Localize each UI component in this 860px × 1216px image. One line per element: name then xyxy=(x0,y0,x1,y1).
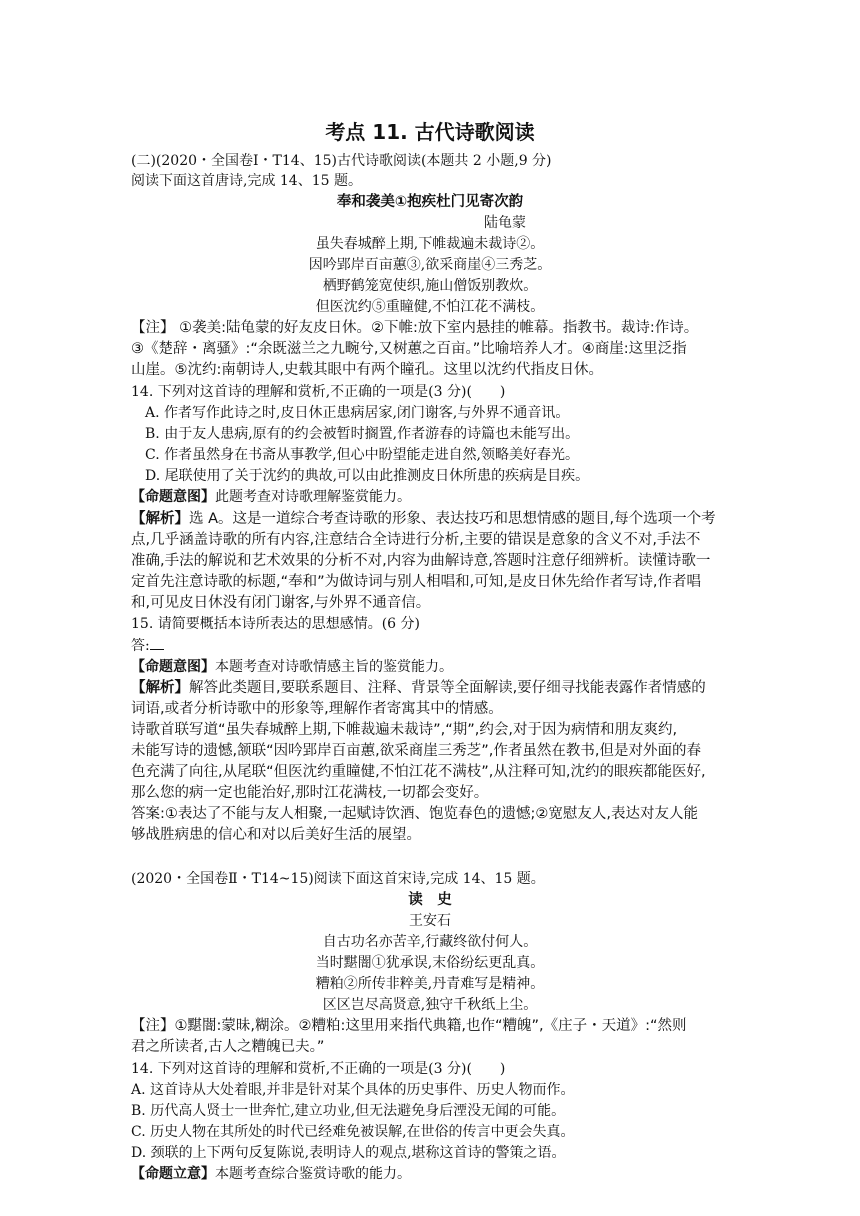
poem1-title: 奉和袭美①抱疾杜门见寄次韵 xyxy=(336,194,524,210)
answer-text: 答案:①表达了不能与友人相聚,一起赋诗饮酒、饱览春色的遗憾;②宽慰友人,表达对友人能 xyxy=(131,806,698,822)
analysis-line xyxy=(131,678,736,698)
section1-header: (二)(2020・全国卷Ⅰ・T14、15)古代诗歌阅读(本题共 2 小题,9 分) xyxy=(131,153,552,169)
poem1-note: 【注】 ①袭美:陆龟蒙的好友皮日休。②下帷:放下室内悬挂的帷幕。指教书。裁诗:作诗。 xyxy=(131,320,699,336)
poem1-note: ③《楚辞・离骚》:“余既滋兰之九畹兮,又树蕙之百亩。”比喻培养人才。④商崖:这里泛指 xyxy=(131,341,687,357)
poem1-author: 陆龟蒙 xyxy=(484,215,526,231)
analysis-text: 定首先注意诗歌的标题,“奉和”为做诗词与别人相唱和,可知,是皮日休先给作者写诗,作者唱 xyxy=(131,574,701,590)
analysis-text: 解答此类题目,要联系题目、注释、背景等全面解读,要仔细寻找能表露作者情感的 xyxy=(189,680,706,696)
poem2-line: 糟粕②所传非粹美,丹青难写是精神。 xyxy=(315,976,545,992)
intent-line xyxy=(131,487,731,507)
option-c: C. 历史人物在其所处的时代已经难免被误解,在世俗的传言中更会失真。 xyxy=(131,1124,575,1140)
question-14-stem: 14. 下列对这首诗的理解和赏析,不正确的一项是(3 分)( ) xyxy=(131,1061,506,1077)
analysis-tag: 【解析】 xyxy=(131,511,189,527)
intent-tag: 【命题意图】 xyxy=(131,659,215,675)
answer-blank[interactable] xyxy=(150,635,164,650)
analysis-tag: 【解析】 xyxy=(131,680,189,696)
analysis-text: 词语,或者分析诗歌中的形象等,理解作者寄寓其中的情感。 xyxy=(131,701,503,717)
analysis-text: 未能写诗的遗憾,颔联“因吟郢岸百亩蕙,欲采商崖三秀芝”,作者虽然在教书,但是对外面的春 xyxy=(131,743,701,759)
analysis-text: 和,可见皮日休没有闭门谢客,与外界不通音信。 xyxy=(131,595,431,611)
option-b: B. 历代高人贤士一世奔忙,建立功业,但无法避免身后湮没无闻的可能。 xyxy=(131,1103,566,1119)
analysis-text: 准确,手法的解说和艺术效果的分析不对,内容为曲解诗意,答题时注意仔细辨析。读懂诗歌一 xyxy=(131,553,711,569)
poem1-note: 山崖。⑤沈约:南朝诗人,史载其眼中有两个瞳孔。这里以沈约代指皮日休。 xyxy=(131,362,603,378)
intent-line xyxy=(131,1164,731,1184)
analysis-text: 诗歌首联写道“虽失春城醉上期,下帷裁遍未裁诗”,“期”,约会,对于因为病情和朋友爽约, xyxy=(131,722,678,738)
option-d: D. 尾联使用了关于沈约的典故,可以由此推测皮日休所患的疾病是目疾。 xyxy=(145,468,590,484)
option-a: A. 这首诗从大处着眼,并非是针对某个具体的历史事件、历史人物而作。 xyxy=(131,1082,575,1098)
intent-tag: 【命题意图】 xyxy=(131,489,215,505)
analysis-text: 那么您的病一定也能治好,那时江花满枝,一切都会变好。 xyxy=(131,785,489,801)
intent-text: 此题考查对诗歌理解鉴赏能力。 xyxy=(215,489,411,505)
poem2-title: 读 史 xyxy=(408,892,452,908)
poem1-line: 但医沈约⑤重瞳健,不怕江花不满枝。 xyxy=(315,299,545,315)
analysis-text: 点,几乎涵盖诗歌的所有内容,注意结合全诗进行分析,主要的错误是意象的含义不对,手法不 xyxy=(131,532,701,548)
analysis-text: 色充满了向往,从尾联“但医沈约重瞳健,不怕江花不满枝”,从注释可知,沈约的眼疾都能医好, xyxy=(131,764,706,780)
answer-blank-line xyxy=(131,635,731,656)
poem1-line: 因吟郢岸百亩蕙③,欲采商崖④三秀芝。 xyxy=(308,257,552,273)
section1-instruction: 阅读下面这首唐诗,完成 14、15 题。 xyxy=(131,173,362,189)
answer-text: 够战胜病患的信心和对以后美好生活的展望。 xyxy=(131,827,421,843)
poem2-line: 自古功名亦苦辛,行藏终欲付何人。 xyxy=(322,934,538,950)
poem2-author: 王安石 xyxy=(409,913,451,929)
answer-prefix: 答: xyxy=(131,638,150,654)
page-title: 考点 11. 古代诗歌阅读 xyxy=(325,120,535,144)
intent-text: 本题考查综合鉴赏诗歌的能力。 xyxy=(215,1166,411,1182)
analysis-text: 选 A。这是一道综合考查诗歌的形象、表达技巧和思想情感的题目,每个选项一个考 xyxy=(189,511,716,527)
intent-text: 本题考查对诗歌情感主旨的鉴赏能力。 xyxy=(215,659,453,675)
poem1-line: 虽失春城醉上期,下帷裁遍未裁诗②。 xyxy=(315,236,545,252)
question-14-stem: 14. 下列对这首诗的理解和赏析,不正确的一项是(3 分)( ) xyxy=(131,384,506,400)
poem2-line: 区区岂尽高贤意,独守千秋纸上尘。 xyxy=(322,997,538,1013)
section2-header: (2020・全国卷Ⅱ・T14~15)阅读下面这首宋诗,完成 14、15 题。 xyxy=(131,871,545,887)
question-15-stem: 15. 请简要概括本诗所表达的思想感情。(6 分) xyxy=(131,616,420,632)
option-d: D. 颈联的上下两句反复陈说,表明诗人的观点,堪称这首诗的警策之语。 xyxy=(131,1145,566,1161)
option-a: A. 作者写作此诗之时,皮日休正患病居家,闭门谢客,与外界不通音讯。 xyxy=(145,405,570,421)
poem1-line: 栖野鹤笼宽使织,施山僧饭别教炊。 xyxy=(322,278,538,294)
analysis-line xyxy=(131,509,736,529)
option-b: B. 由于友人患病,原有的约会被暂时搁置,作者游春的诗篇也未能写出。 xyxy=(145,426,580,442)
option-c: C. 作者虽然身在书斋从事教学,但心中盼望能走进自然,领略美好春光。 xyxy=(145,447,580,463)
poem2-note: 【注】①黮闇:蒙昧,糊涂。②糟粕:这里用来指代典籍,也作“糟魄”,《庄子・天道》:“然则 xyxy=(131,1018,687,1034)
poem2-note: 君之所读者,古人之糟魄已夫。” xyxy=(131,1039,325,1055)
intent-tag: 【命题立意】 xyxy=(131,1166,215,1182)
intent-line xyxy=(131,657,731,677)
poem2-line: 当时黮闇①犹承误,末俗纷纭更乱真。 xyxy=(315,955,545,971)
